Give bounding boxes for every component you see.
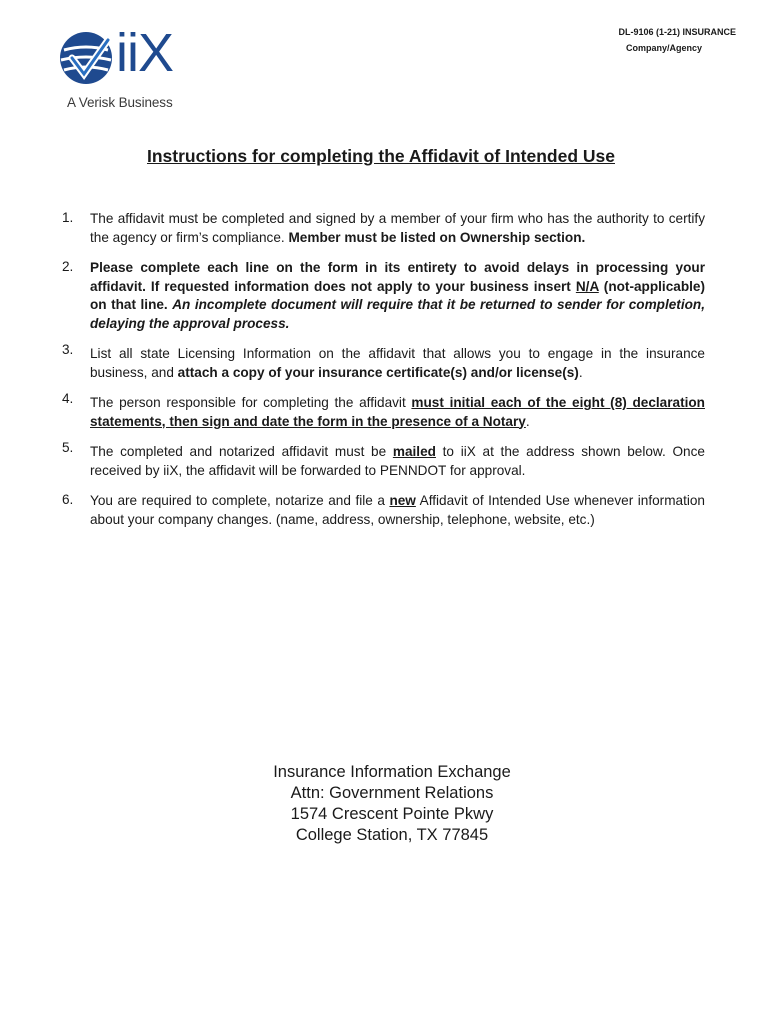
item-number: 4.	[62, 391, 74, 406]
item-underlined-emphasis: must initial each of the eight (8) declaration statements, then sign and date the form in the presence of a Notary	[90, 395, 705, 429]
item-text: The affidavit must be completed and signed by a member of your firm who has the authority to certify the agency or firm’s compliance.	[90, 211, 705, 245]
item-text: List all state Licensing Information on the affidavit that allows you to engage in the insurance business, and	[90, 346, 705, 380]
instruction-item-2	[62, 259, 705, 333]
address-line-city: College Station, TX 77845	[295, 826, 489, 844]
instruction-item-1	[62, 210, 705, 247]
company-logo	[58, 23, 188, 116]
item-number: 6.	[62, 492, 74, 507]
instructions-list	[62, 210, 705, 541]
instruction-item-5	[62, 440, 705, 480]
item-text: Affidavit of Intended Use whenever information about your company changes. (name, address, ownership, telephone, website, etc.)	[90, 493, 705, 527]
instruction-item-4	[62, 391, 705, 431]
instruction-item-6	[62, 492, 705, 529]
form-identifier	[618, 24, 736, 56]
address-line-org: Insurance Information Exchange	[273, 763, 511, 781]
item-emphasis: attach a copy of your insurance certificate(s) and/or license(s)	[177, 364, 579, 380]
item-text: You are required to complete, notarize and file a	[90, 493, 390, 508]
item-text: The completed and notarized affidavit must be	[90, 444, 393, 459]
instruction-item-3	[62, 342, 705, 382]
logo-tagline: A Verisk Business	[67, 95, 173, 110]
item-text: The person responsible for completing the affidavit	[90, 395, 412, 410]
item-number: 3.	[62, 342, 74, 357]
item-number: 2.	[62, 259, 74, 274]
item-text: .	[525, 413, 530, 429]
item-underlined-emphasis: N/A	[575, 278, 599, 294]
logo-wordmark: iiX	[116, 23, 174, 83]
item-text: to iiX at the address shown below. Once received by iiX, the affidavit will be forwarded to PENNDOT for approval.	[90, 444, 705, 478]
item-text: .	[578, 364, 583, 380]
item-emphasis: Please complete each line on the form in its entirety to avoid delays in processing your affidavit. If requested information does not apply to your business insert	[90, 260, 705, 294]
item-warning: An incomplete document will require that it be returned to sender for completion, delaying the approval process.	[90, 297, 705, 331]
item-emphasis: Member must be listed on Ownership section.	[288, 229, 586, 245]
globe-check-icon	[58, 30, 114, 86]
form-number: DL-9106 (1-21) INSURANCE	[618, 27, 736, 37]
address-line-street: 1574 Crescent Pointe Pkwy	[290, 805, 494, 823]
item-emphasis: (not-applicable) on that line.	[90, 278, 705, 312]
page-title: Instructions for completing the Affidavit of Intended Use	[147, 146, 615, 166]
mailing-address	[0, 762, 770, 846]
item-number: 5.	[62, 440, 74, 455]
item-underlined-emphasis: new	[389, 493, 416, 508]
form-type: Company/Agency	[625, 43, 702, 53]
item-number: 1.	[62, 210, 74, 225]
item-underlined-emphasis: mailed	[392, 444, 436, 459]
address-line-attn: Attn: Government Relations	[290, 784, 494, 802]
